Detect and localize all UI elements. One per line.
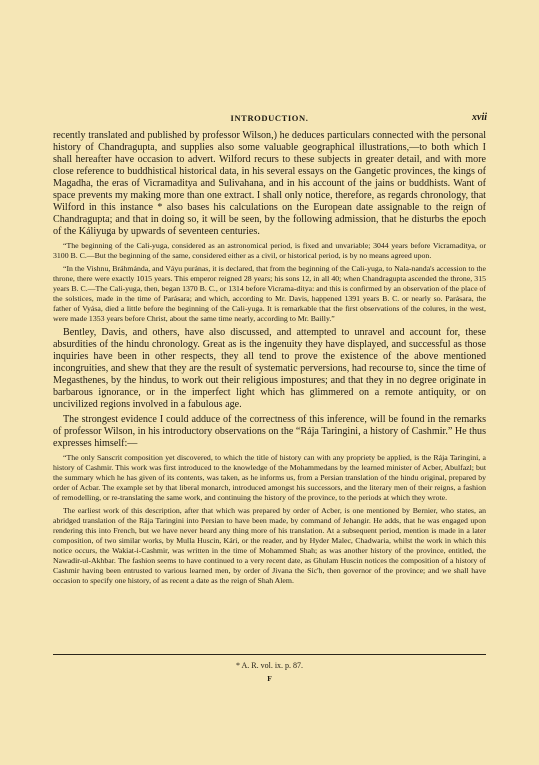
page-body: [53, 130, 486, 586]
footnote-divider: [53, 654, 486, 655]
quotation-paragraph: “The beginning of the Cali-yuga, considered as an astronomical period, is fixed and unvariable; 3044 years before Vicramaditya, or 3100 B. C.—But the beginning of the same, considered either as a civil, or historical period, is by no means agreed upon.: [53, 241, 486, 260]
running-title: INTRODUCTION.: [230, 113, 309, 123]
quotation-paragraph: The earliest work of this description, after that which was prepared by order of Acber, is one mentioned by Bernier, who states, an abridged translation of the Rája Taringini into Persian to have been made, by command of Jehangir. He adds, that he was engaged upon rendering this into French, but we have never heard any thing more of his translation. At a subsequent period, mention is made in a later composition, of two similar works, by Mulla Huscin, Kári, or the reader, and by Hyder Malec, Chadwaria, whilst the work in which this notice occurs, the Wakiat-i-Cashmir, was written in the time of Mohammed Shah; as was another history of the province, entitled, the Nawadir-ul-Akhbar. The fashion seems to have continued to a very recent date, as Ghulam Huscin notices the composition of a history of Cashmir having been entrusted to various learned men, by order of Jivana the Sic'h, then governor of the province; and we shall have occasion to specify one history, of as recent a date as the reign of Shah Alem.: [53, 506, 486, 585]
quotation-paragraph: “The only Sanscrit composition yet discovered, to which the title of history can with any propriety be applied, is the Rája Taringini, a history of Cashmir. This work was first introduced to the knowledge of the Mohammedans by the learned minister of Acber, Abulfazl; but the summary which he has given of its contents, was taken, as he informs us, from a Persian translation of the hindu original, prepared by order of Acbar. The example set by that liberal monarch, introduced amongst his successors, and the literary men of their reigns, a fashion of remodelling, or re-translating the same work, and continuing the history of the province, to the periods at which they wrote.: [53, 453, 486, 502]
paragraph: recently translated and published by professor Wilson,) he deduces particulars connected with the personal history of Chandragupta, and supplies also some valuable geographical illustrations,—to both which I shall hereafter have occasion to advert. Wilford recurs to these subjects in greater detail, and with more close reference to buddhistical historical data, in his several essays on the Gangetic provinces, the kings of Magadha, the eras of Vicramaditya and Sulivahana, and in his account of the jains or buddhists. Want of space prevents my making more than one extract. I shall only notice, therefore, as regards chronology, that Wilford in this instance * also bases his calculations on the European date assignable to the reign of Chandragupta; and that in doing so, it will be seen, by the following admission, that he disturbs the epoch of the Káliyuga by upwards of seventeen centuries.: [53, 130, 486, 237]
paragraph: The strongest evidence I could adduce of the correctness of this inference, will be found in the remarks of professor Wilson, in his introductory observations on the “Rája Taringini, a history of Cashmir.” He thus expresses himself:—: [53, 414, 486, 449]
printer-signature-mark: F: [267, 674, 272, 683]
paragraph: Bentley, Davis, and others, have also discussed, and attempted to unravel and account for, these absurdities of the hindu chronology. Great as is the ingenuity they have displayed, and successful as those inquiries have been in other respects, they all tend to prove the existence of the above mentioned incongruities, and shew that they are the result of systematic perversions, had recourse to, since the time of Megasthenes, by the hindus, to work out their religious impostures; and that they in no degree originate in barbarous ignorance, or in the imperfect light which has glimmered on a remote antiquity, or on uncivilized regions involved in a fabulous age.: [53, 327, 486, 410]
quotation-paragraph: “In the Vishnu, Bráhmánda, and Váyu puránas, it is declared, that from the beginning of the Cali-yuga, to Nala-nanda's accession to the throne, there were exactly 1015 years. This emperor reigned 28 years; his sons 12, in all 40; when Chandragupta ascended the throne, 315 years B. C.—The Cali-yuga, then, began 1370 B. C., or 1314 before Vicrama-ditya: and this is confirmed by an observation of the place of the solstices, made in the time of Parásara; and which, according to Mr. Davis, happened 1391 years B. C. or nearly so. Parásara, the father of Vyása, died a little before the beginning of the Cali-yuga. It is remarkable that the first observations of the colures, in the west, were made 1353 years before Christ, about the same time nearly, according to Mr. Bailly.”: [53, 264, 486, 323]
footnote: * A. R. vol. ix. p. 87.: [235, 661, 304, 670]
running-header: [52, 113, 487, 125]
page-number: xvii: [472, 112, 487, 123]
